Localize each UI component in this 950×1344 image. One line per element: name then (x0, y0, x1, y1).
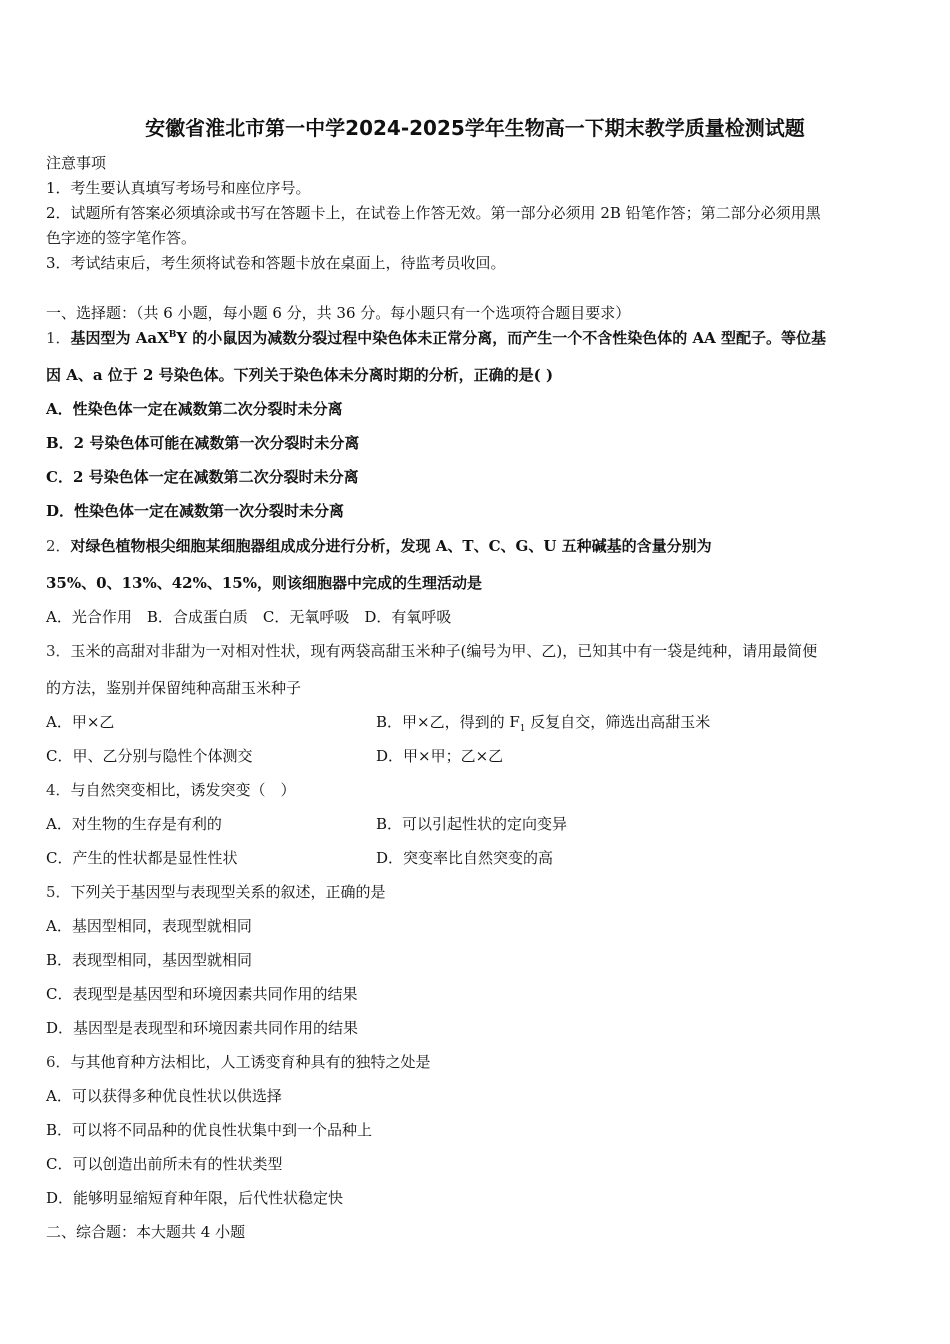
question-4-text: 与自然突变相比，诱发突变（ ） (70, 781, 296, 799)
question-5-text: 下列关于基因型与表现型关系的叙述，正确的是 (70, 883, 386, 901)
question-1-line-2: 因 A、a 位于 2 号染色体。下列关于染色体未分离时期的分析，正确的是( ) (46, 366, 554, 384)
question-3-option-c: C．甲、乙分别与隐性个体测交 (46, 747, 253, 765)
question-2-text: 对绿色植物根尖细胞某细胞器组成成分进行分析，发现 A、T、C、G、U 五种碱基的含量分别为 (70, 537, 712, 555)
question-6-option-c: C．可以创造出前所未有的性状类型 (46, 1155, 283, 1173)
question-3-option-d: D．甲×甲；乙×乙 (376, 747, 504, 765)
question-3-line-2: 的方法，鉴别并保留纯种高甜玉米种子 (46, 679, 302, 697)
question-6-option-b: B．可以将不同品种的优良性状集中到一个品种上 (46, 1121, 373, 1139)
question-4 (46, 779, 296, 800)
question-1-option-c: C．2 号染色体一定在减数第二次分裂时未分离 (46, 468, 359, 486)
question-2 (46, 535, 712, 556)
question-1-option-d: D．性染色体一定在减数第一次分裂时未分离 (46, 502, 345, 520)
question-4-option-a: A．对生物的生存是有利的 (46, 815, 222, 833)
notice-item-1: 1．考生要认真填写考场号和座位序号。 (46, 179, 311, 197)
question-1 (46, 327, 826, 348)
notice-heading: 注意事项 (46, 154, 107, 172)
question-6-number: 6． (46, 1053, 71, 1071)
section-2-heading: 二、综合题：本大题共 4 小题 (46, 1223, 246, 1241)
question-3-option-a: A．甲×乙 (46, 713, 115, 731)
notice-item-2-cont: 色字迹的签字笔作答。 (46, 229, 197, 247)
question-4-option-d: D．突变率比自然突变的高 (376, 849, 554, 867)
question-4-number: 4． (46, 781, 71, 799)
question-5-number: 5． (46, 883, 71, 901)
question-3-option-b-text-b: 反复自交，筛选出高甜玉米 (525, 713, 711, 731)
question-6-text: 与其他育种方法相比，人工诱变育种具有的独特之处是 (70, 1053, 431, 1071)
question-5 (46, 881, 386, 902)
section-1-heading: 一、选择题：（共 6 小题，每小题 6 分，共 36 分。每小题只有一个选项符合题目要求） (46, 304, 631, 322)
question-1-option-a: A．性染色体一定在减数第二次分裂时未分离 (46, 400, 343, 418)
question-3-option-b-text-a: B．甲×乙，得到的 F (376, 713, 520, 731)
question-6 (46, 1051, 431, 1072)
question-5-option-c: C．表现型是基因型和环境因素共同作用的结果 (46, 985, 358, 1003)
question-1-text-a: 基因型为 AaX (70, 329, 169, 347)
question-3-option-b (376, 711, 710, 734)
question-6-option-a: A．可以获得多种优良性状以供选择 (46, 1087, 282, 1105)
question-1-text-b: Y 的小鼠因为减数分裂过程中染色体未正常分离，而产生一个不含性染色体的 AA 型配子。等位基 (176, 329, 827, 347)
question-1-number: 1． (46, 329, 71, 347)
question-2-line-2: 35%、0、13%、42%、15%，则该细胞器中完成的生理活动是 (46, 574, 482, 592)
notice-item-3: 3．考试结束后，考生须将试卷和答题卡放在桌面上，待监考员收回。 (46, 254, 506, 272)
page-title: 安徽省淮北市第一中学2024-2025学年生物高一下期末教学质量检测试题 (145, 116, 805, 140)
question-5-option-b: B．表现型相同，基因型就相同 (46, 951, 253, 969)
question-1-superscript: B (168, 330, 177, 340)
question-3-text: 玉米的高甜对非甜为一对相对性状，现有两袋高甜玉米种子(编号为甲、乙)，已知其中有一袋是纯种，请用最简便 (70, 642, 818, 660)
question-6-option-d: D．能够明显缩短育种年限，后代性状稳定快 (46, 1189, 344, 1207)
question-5-option-d: D．基因型是表现型和环境因素共同作用的结果 (46, 1019, 359, 1037)
question-4-option-b: B．可以引起性状的定向变异 (376, 815, 568, 833)
question-5-option-a: A．基因型相同，表现型就相同 (46, 917, 252, 935)
question-2-number: 2． (46, 537, 71, 555)
question-1-option-b: B．2 号染色体可能在减数第一次分裂时未分离 (46, 434, 360, 452)
question-4-option-c: C．产生的性状都是显性性状 (46, 849, 238, 867)
question-3-number: 3． (46, 642, 71, 660)
question-2-options: A．光合作用 B．合成蛋白质 C．无氧呼吸 D．有氧呼吸 (46, 608, 452, 626)
question-3 (46, 640, 817, 661)
notice-item-2: 2．试题所有答案必须填涂或书写在答题卡上，在试卷上作答无效。第一部分必须用 2B 铅笔作答；第二部分必须用黑 (46, 204, 821, 222)
question-3-option-b-subscript: 1 (519, 724, 526, 734)
